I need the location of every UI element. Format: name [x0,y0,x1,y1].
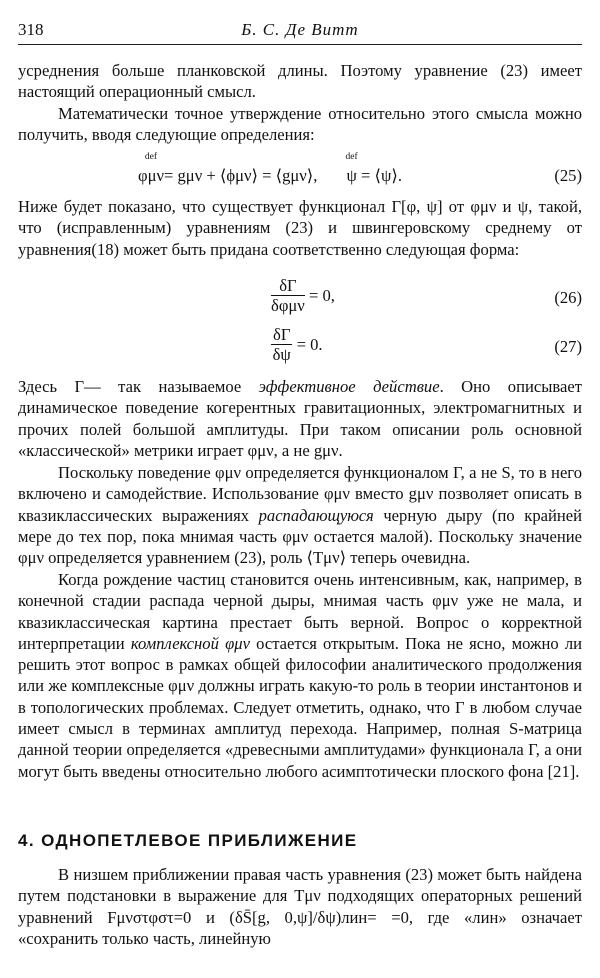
equation-26-rhs: = 0, [308,285,335,305]
numerator: δΓ [273,325,291,344]
paragraph-text: Математически точное утверждение относительно этого смысла можно получить, вводя следующие определения: [18,104,582,145]
denominator: δφμν [271,296,305,315]
equation-25-rhs-1: = gμν + ⟨ϕμν⟩ = ⟨gμν⟩, [164,166,318,185]
equation-26 [18,276,582,322]
paragraph-text [18,462,582,568]
equation-27-rhs: = 0. [296,334,323,354]
text-run: Здесь Γ— так называемое [18,377,259,396]
paragraph-text [18,376,582,461]
equation-number-27: (27) [554,337,582,356]
running-head-author: Б. С. Де Витт [241,20,359,39]
text-run: остается открытым. Пока не ясно, можно ли решить этот вопрос в рамках общей философии аналитического продолжения или же комплексные φμν должны играть какую-то роль в теории инстантонов и в топологических проблемах. Следует отметить, однако, что Γ в любом случае имеет смысл в терминах амплитуд перехода. Например, полная S-матрица данной теории определяется «древесными амплитудами» функционала Γ, а они могут быть введены относительно любого асимптотически плоского фона [21]. [18,633,582,781]
paragraph-7 [18,864,582,949]
paragraph-2 [18,103,582,146]
equation-25-body [18,152,522,186]
phi-mu-nu: φμν [138,166,164,185]
term-effective-action: эффективное действие [258,377,440,396]
paragraph-5 [18,462,582,568]
fraction [271,276,305,315]
equation-number-25: (25) [554,166,582,185]
term-decaying: распадающуюся [258,505,374,525]
equation-25-rhs-2: = ⟨ψ⟩. [360,166,402,185]
paragraph-3 [18,196,582,260]
paragraph-4 [18,376,582,461]
paragraph-text: Ниже будет показано, что существует функционал Γ[φ, ψ] от φμν и ψ, такой, что (исправленным) уравнениям (23) и швингеровскому среднему от уравнения(18) может быть придана соответственно следующая форма: [18,197,582,259]
fraction [271,325,292,364]
text-run: Поскольку поведение φμν определяется функционалом Γ, а не S, то в него включено и самодействие. Использование φμν вместо gμν позволяет описать в квазиклассических выражениях [18,463,582,525]
text-run: черную дыру (по крайней мере до тех пор, пока мнимая часть φμν остается малой). Поскольку значение φμν определяется уравнением (23), роль ⟨Tμν⟩ теперь очевидна. [18,505,582,568]
definition-lhs-psi [345,152,358,186]
running-header [18,14,582,45]
equation-27 [18,325,582,371]
term-complex: комплексной [130,633,219,653]
definition-lhs-phi [138,152,164,186]
page-number: 318 [18,20,44,39]
paragraph-6 [18,569,582,782]
section-heading: 4. ОДНОПЕТЛЕВОЕ ПРИБЛИЖЕНИЕ [18,831,358,850]
equation-number-26: (26) [554,288,582,307]
def-mark: def [144,152,158,162]
paragraph-1 [18,60,582,103]
text-run: . Оно описывает динамическое поведение когерентных гравитационных, электромагнитных и прочих полей большой амплитуды. При таком описании роль основной «классической» метрики играет φμν, а не gμν. [18,377,582,460]
term-complex-phi: φμν [218,633,250,653]
numerator: δΓ [271,276,305,296]
equation-26-body [271,276,335,315]
paragraph-text: В низшем приближении правая часть уравнения (23) может быть найдена путем подстановки в выражение для Tμν подходящих операторных решений уравнений Fμνστφστ=0 и (δS̄[g, 0,ψ]/δψ)лин= =0, где «лин» означает «сохранить только часть, линейную [18,865,582,948]
denominator: δψ [272,345,291,364]
equation-25 [18,152,582,192]
def-mark: def [345,152,358,162]
paragraph-text: усреднения больше планковской длины. Поэтому уравнение (23) имеет настоящий операционный смысл. [18,61,582,102]
text-run: Когда рождение частиц становится очень интенсивным, как, например, в конечной стадии распада черной дыры, мнимая часть φμν уже не мала, и квазиклассическая картина престает быть верной. Вопрос о корректной интерпретации [18,570,582,653]
psi: ψ [346,166,357,185]
equation-27-body [271,325,323,364]
paragraph-text [18,569,582,782]
